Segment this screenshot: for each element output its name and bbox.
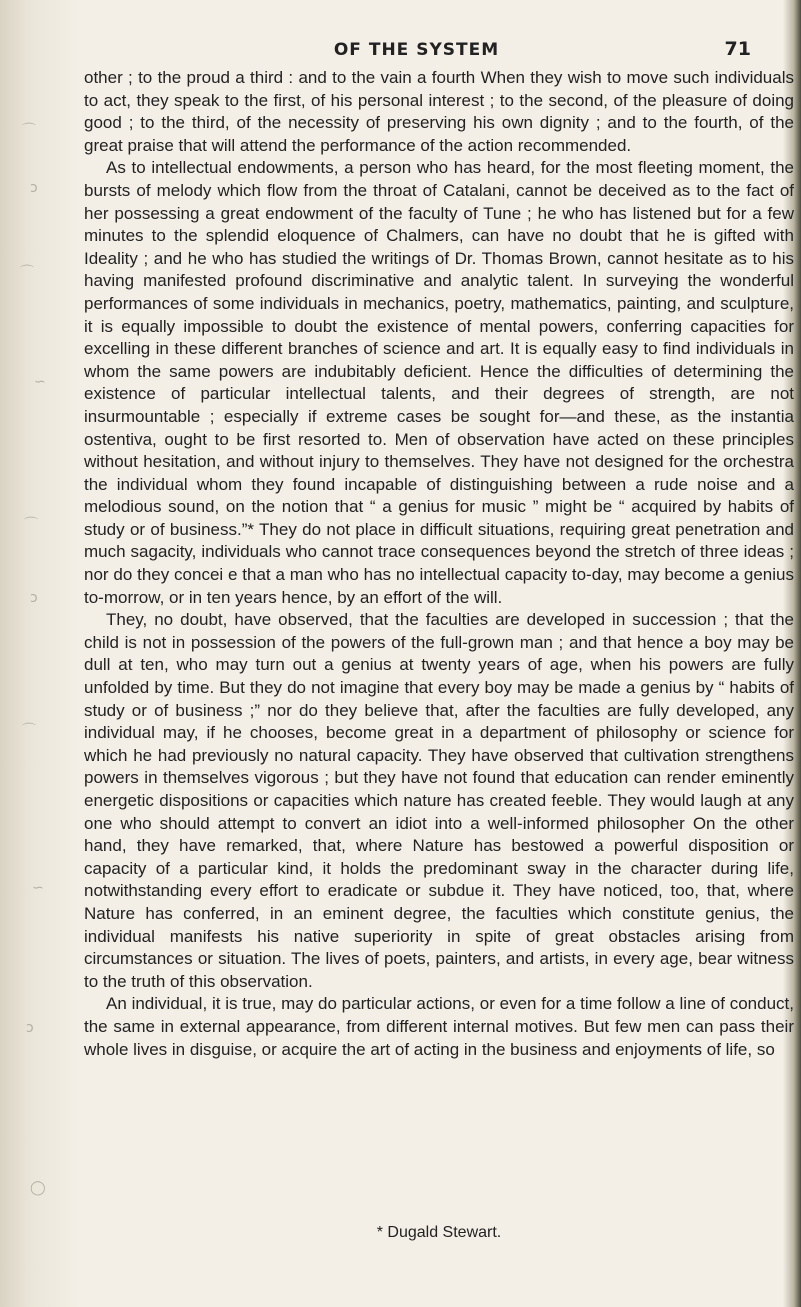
bleed-through-mark: ↄ xyxy=(30,180,38,196)
page-header xyxy=(82,40,751,66)
page-gutter xyxy=(0,0,80,1307)
paragraph: They, no doubt, have observed, that the faculties are developed in succession ; that the child is not in possession of the powers of the full-grown man ; and that hence a boy may be dull at ten, who may turn out a genius at twenty years of age, when his powers are fully unfolded by time. But they do not imagine that every boy may be made a genius by “ habits of study or of business ;” nor do they believe that, after the faculties are fully developed, any individual may, if he chooses, become great in a department of philosophy or science for which he had previously no natural capacity. They have observed that cultivation strengthens powers in themselves vigorous ; but they have not found that education can render eminently energetic dispositions or capacities which nature has created feeble. They would laugh at any one who should attempt to convert an idiot into a well-informed philosopher On the other hand, they have remarked, that, where Nature has bestowed a powerful disposition or capacity of a particular kind, it holds the predominant sway in the character during life, notwithstanding every effort to eradicate or subdue it. They have noticed, too, that, where Nature has conferred, in an eminent degree, the faculties which constitute genius, the individual manifests his native superiority in spite of great obstacles arising from circumstances or situation. The lives of poets, painters, and artists, in every age, bear witness to the truth of this observation. xyxy=(84,610,794,991)
bleed-through-mark: ⌒ xyxy=(20,265,34,281)
paragraph: An individual, it is true, may do particular actions, or even for a time follow a line of conduct, the same in external appearance, from different internal motives. But few men can pass their whole lives in disguise, or acquire the art of acting in the business and enjoyments of life, so xyxy=(84,994,794,1059)
running-head: OF THE SYSTEM xyxy=(333,40,500,60)
body-text xyxy=(84,67,794,1061)
paragraph: As to intellectual endowments, a person who has heard, for the most fleeting moment, the bursts of melody which flow from the throat of Catalani, cannot be deceived as to the fact of her possessing a great endowment of the faculty of Tune ; he who has listened but for a few minutes to the splendid eloquence of Chalmers, can have no doubt that he is gifted with Ideality ; and he who has studied the writings of Dr. Thomas Brown, cannot hesitate as to his having manifested profound discriminative and analytic talent. In surveying the wonderful performances of some individuals in mechanics, poetry, mathematics, painting, and sculpture, it is equally impossible to doubt the existence of mental powers, conferring capacities for excelling in these different branches of science and art. It is equally easy to find individuals in whom the same powers are indubitably deficient. Hence the difficulties of determining the existence of particular intellectual talents, and their degrees of strength, are not insurmountable ; especially if extreme cases be sought for—and these, as the instantia ostentiva, ought to be first resorted to. Men of observation have acted on these principles without hesitation, and without injury to themselves. They have not designed for the orchestra the individual whom they found incapable of distinguishing between a rude noise and a melodious sound, on the notion that “ a genius for music ” might be “ acquired by habits of study or of business.”* They do not place in difficult situations, requiring great penetration and much sagacity, individuals who cannot trace consequences beyond the stretch of three ideas ; nor do they concei e that a man who has no intellectual capacity to-day, may become a genius to-morrow, or in ten years hence, by an effort of the will. xyxy=(84,158,794,607)
bleed-through-mark: ⌒ xyxy=(24,517,38,533)
footnote: * Dugald Stewart. xyxy=(376,1224,502,1241)
bleed-through-mark: ⌒ xyxy=(22,123,36,139)
paragraph: other ; to the proud a third : and to the vain a fourth When they wish to move such individuals to act, they speak to the first, of his personal interest ; to the second, of the pleasure of doing good ; to the third, of the necessity of preserving his own dignity ; and to the fourth, of the great praise that will attend the performance of the action recommended. xyxy=(84,68,794,155)
bleed-through-mark: ⌒ xyxy=(22,723,36,739)
bleed-through-mark: ∽ xyxy=(34,374,46,390)
bleed-through-mark: ◯ xyxy=(30,1180,46,1196)
bleed-through-mark: ∽ xyxy=(32,880,44,896)
bleed-through-mark: ↄ xyxy=(30,590,38,606)
page-number: 71 xyxy=(724,38,751,60)
bleed-through-mark: ↄ xyxy=(26,1020,34,1036)
